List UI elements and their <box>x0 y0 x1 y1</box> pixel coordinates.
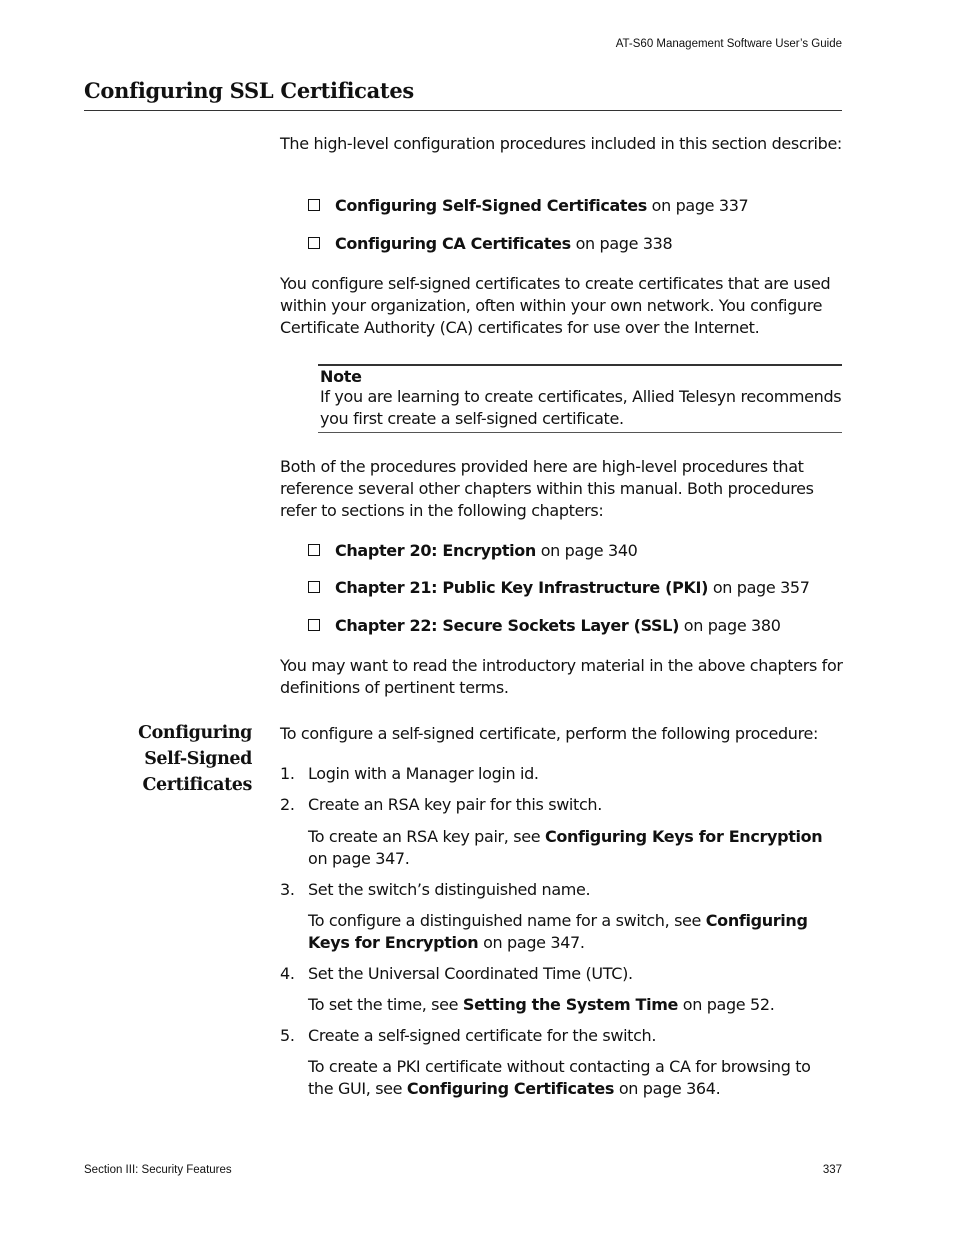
chapter-link-text: Chapter 21: Public Key Infrastructure (PKI) <box>335 578 709 597</box>
detail-text: To create a PKI certificate without contacting a CA for browsing to the GUI, see <box>308 1057 811 1098</box>
step-number: 2. <box>280 795 295 814</box>
chapter-page-ref: on page 340 <box>535 541 638 560</box>
procedure-page-ref: on page 338 <box>570 234 673 253</box>
step-text: Login with a Manager login id. <box>308 764 539 783</box>
section-title: Configuring SSL Certificates <box>84 78 414 103</box>
chapter-page-ref: on page 357 <box>708 578 810 597</box>
procedure-step <box>280 794 840 816</box>
chapter-link-text: Chapter 20: Encryption <box>335 541 536 560</box>
read-paragraph: You may want to read the introductory material in the above chapters for definitions of pertinent terms. <box>280 656 843 697</box>
step-detail <box>308 826 828 870</box>
procedure-step <box>280 1025 840 1047</box>
detail-link-text: Configuring Certificates <box>406 1079 615 1098</box>
chapter-page-ref: on page 380 <box>679 616 781 635</box>
procedure-item <box>308 233 672 255</box>
step-number: 1. <box>280 764 295 783</box>
checkbox-bullet-icon <box>308 544 320 556</box>
step-detail <box>308 994 828 1016</box>
subsection-heading-line: Self-Signed <box>144 749 252 769</box>
title-rule <box>84 110 842 111</box>
procedure-step <box>280 963 840 985</box>
note-text: If you are learning to create certificates, Allied Telesyn recommends you first create a self-signed certificate. <box>320 387 842 428</box>
checkbox-bullet-icon <box>308 581 320 593</box>
subsection-heading <box>72 720 252 798</box>
detail-page-ref: on page 347. <box>308 849 410 868</box>
step-detail <box>308 1056 828 1100</box>
checkbox-bullet-icon <box>308 619 320 631</box>
detail-page-ref: on page 52. <box>678 995 775 1014</box>
footer-page-number: 337 <box>822 1164 842 1176</box>
checkbox-bullet-icon <box>308 199 320 211</box>
chapter-item <box>308 540 637 562</box>
checkbox-bullet-icon <box>308 237 320 249</box>
note-top-rule <box>318 364 842 366</box>
detail-link-text: Configuring Keys for Encryption <box>544 827 823 846</box>
procedures-paragraph: Both of the procedures provided here are high-level procedures that reference several other chapters within this manual. Both procedures refer to sections in the following chapters: <box>280 457 814 520</box>
step-text: Create a self-signed certificate for the switch. <box>308 1026 657 1045</box>
procedure-link-text: Configuring Self-Signed Certificates <box>335 196 647 215</box>
note-bottom-rule <box>318 432 842 433</box>
step-text: Create an RSA key pair for this switch. <box>308 795 602 814</box>
chapter-item <box>308 577 810 599</box>
detail-text: To create an RSA key pair, see <box>308 827 545 846</box>
step-number: 5. <box>280 1026 295 1045</box>
subsection-heading-line: Configuring <box>138 723 252 743</box>
note-label: Note <box>320 367 362 386</box>
configure-paragraph: You configure self-signed certificates to create certificates that are used within your organization, often within your own network. You configure Certificate Authority (CA) certificates for use over the Internet. <box>280 274 831 337</box>
procedure-step <box>280 879 840 901</box>
detail-link-text: Setting the System Time <box>462 995 679 1014</box>
running-header: AT-S60 Management Software User’s Guide <box>615 38 842 50</box>
procedure-page-ref: on page 337 <box>646 196 749 215</box>
intro-paragraph: The high-level configuration procedures included in this section describe: <box>280 134 842 153</box>
detail-page-ref: on page 347. <box>478 933 585 952</box>
detail-link-text: Configuring Keys for Encryption <box>308 911 808 952</box>
step-detail <box>308 910 828 954</box>
subsection-intro: To configure a self-signed certificate, perform the following procedure: <box>280 724 819 743</box>
step-number: 4. <box>280 964 295 983</box>
step-number: 3. <box>280 880 295 899</box>
footer-section: Section III: Security Features <box>84 1164 232 1176</box>
step-text: Set the Universal Coordinated Time (UTC). <box>308 964 633 983</box>
step-text: Set the switch’s distinguished name. <box>308 880 591 899</box>
procedure-link-text: Configuring CA Certificates <box>335 234 571 253</box>
detail-text: To set the time, see <box>308 995 463 1014</box>
chapter-item <box>308 615 781 637</box>
subsection-heading-line: Certificates <box>142 775 252 795</box>
procedure-item <box>308 195 748 217</box>
detail-text: To configure a distinguished name for a switch, see <box>308 911 706 930</box>
procedure-step <box>280 763 840 785</box>
detail-page-ref: on page 364. <box>614 1079 721 1098</box>
chapter-link-text: Chapter 22: Secure Sockets Layer (SSL) <box>335 616 680 635</box>
